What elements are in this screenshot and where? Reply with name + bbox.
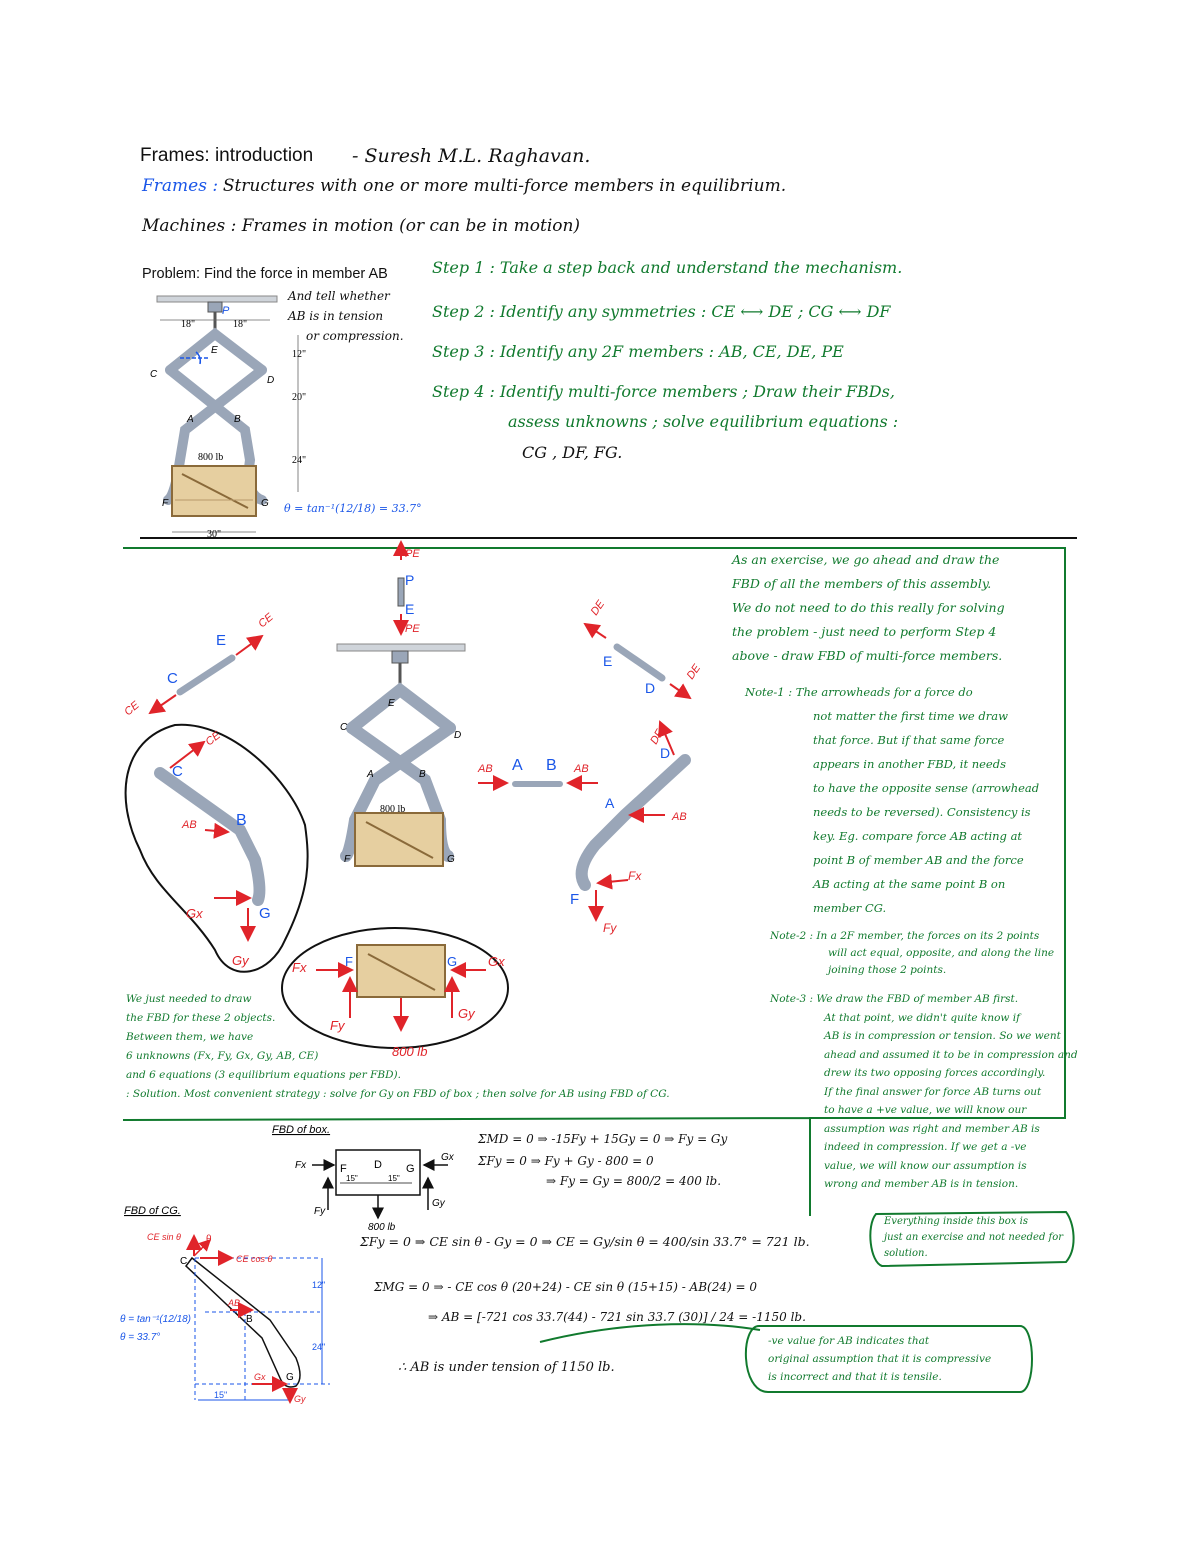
ab-label: AB (478, 763, 493, 775)
strategy-note-line: : Solution. Most convenient strategy : solve for Gy on FBD of box ; then solve for AB using FBD of CG. (126, 1088, 670, 1100)
cg-label: G (259, 905, 271, 922)
de-label: DE (684, 662, 704, 682)
note-3-line: If the final answer for force AB turns out (824, 1085, 1042, 1098)
fbd-box-label: D (374, 1159, 382, 1171)
ce-label: CE (122, 699, 142, 719)
note-2-line: will act equal, opposite, and along the line (828, 947, 1055, 959)
fbd-cg-label: C (180, 1256, 188, 1267)
de-label: E (603, 653, 613, 669)
note-1-line: needs to be reversed). Consistency is (813, 805, 1031, 819)
problem-note-line: AB is in tension (288, 309, 384, 323)
box-label: F (345, 954, 353, 969)
step-4: Step 4 : Identify multi-force members ; Draw their FBDs, (432, 382, 895, 401)
note-1-line: AB acting at the same point B on (813, 877, 1006, 891)
exercise-note-line: FBD of all the members of this assembly. (732, 576, 992, 591)
fbd-box-label: Fx (295, 1160, 307, 1171)
fbd-cg-label: Gx (254, 1372, 266, 1382)
conclusion: ∴ AB is under tension of 1150 lb. (398, 1360, 615, 1375)
note-3-line: assumption was right and member AB is (824, 1122, 1040, 1135)
step-2: Step 2 : Identify any symmetries : CE ⟷ DE ; CG ⟷ DF (432, 302, 891, 321)
cg-label: B (236, 812, 247, 829)
fig-point: P (222, 305, 230, 317)
fbd-box-label: Gy (432, 1198, 445, 1209)
pe-label: E (405, 601, 415, 617)
ce-label: C (167, 670, 178, 687)
fig-dim: 24" (292, 455, 307, 466)
note-3-line: At that point, we didn't quite know if (824, 1011, 1020, 1024)
fbd-cg-theta: θ = 33.7° (120, 1332, 161, 1343)
box-eq-3: ⇒ Fy = Gy = 800/2 = 400 lb. (546, 1174, 722, 1188)
problem-note-line: or compression. (306, 329, 404, 343)
fbd-cg-label: CE sin θ (147, 1232, 181, 1242)
author: - Suresh M.L. Raghavan. (352, 145, 591, 167)
fbd-box-label: Gx (441, 1152, 454, 1163)
problem-figure (157, 296, 298, 532)
fig-dim: 18" (233, 319, 248, 330)
note-1-line: key. Eg. compare force AB acting at (813, 829, 1023, 843)
fbd-cg-label: 15" (214, 1390, 228, 1400)
exercise-note-line: We do not need to do this really for solving (732, 600, 1005, 615)
fig-point: F (162, 498, 169, 509)
note-3-line: ahead and assumed it to be in compression and (824, 1048, 1078, 1061)
note-1-line: point B of member AB and the force (813, 853, 1024, 867)
pe-label: P (405, 572, 415, 588)
note-1-line: appears in another FBD, it needs (813, 757, 1006, 771)
fbd-box-label: Fy (314, 1206, 326, 1217)
fbd-cg-label: 12" (312, 1280, 326, 1290)
fig-point: C (150, 369, 158, 380)
exercise-note-line: As an exercise, we go ahead and draw the (732, 552, 1000, 567)
df-label: DF (648, 727, 666, 747)
fig-dim: 30" (207, 529, 222, 540)
frames-text: Structures with one or more multi-force members in equilibrium. (222, 176, 787, 196)
fbd-cg-label: AB (228, 1298, 241, 1308)
cg-label: C (172, 763, 183, 780)
fbd-cg-label: B (246, 1314, 253, 1325)
fbd-de (585, 624, 690, 698)
box-label: 800 lb (392, 1044, 428, 1059)
note-1-line: not matter the first time we draw (813, 709, 1008, 723)
box-label: Fx (292, 960, 307, 975)
ce-label: E (216, 632, 227, 649)
center-point: B (419, 769, 426, 780)
fig-point: D (267, 375, 275, 386)
strategy-note-line: Between them, we have (126, 1031, 254, 1043)
fig-weight: 800 lb (198, 452, 224, 463)
ce-label: CE (256, 611, 276, 631)
center-point: A (367, 769, 374, 780)
theta-formula: θ = tan⁻¹(12/18) = 33.7° (284, 502, 422, 515)
step-4-members: CG , DF, FG. (522, 443, 623, 462)
box-note (884, 1214, 1063, 1262)
cg-eq-2: ΣMG = 0 ⇒ - CE cos θ (20+24) - CE sin θ (15+15) - AB(24) = 0 (374, 1280, 757, 1294)
callout-line: -ve value for AB indicates that (768, 1335, 930, 1347)
cg-eq-1: ΣFy = 0 ⇒ CE sin θ - Gy = 0 ⇒ CE = Gy/sin θ = 400/sin 33.7° = 721 lb. (360, 1234, 810, 1249)
center-weight: 800 lb (380, 804, 406, 815)
note-1-line: member CG. (813, 901, 887, 915)
note-1 (745, 680, 1039, 920)
note-3-line: Note-3 : We draw the FBD of member AB first. (770, 993, 1019, 1005)
center-point: E (388, 698, 395, 709)
step-4-cont: assess unknowns ; solve equilibrium equations : (508, 412, 899, 431)
box-label: G (447, 954, 458, 969)
box-note-line: just an exercise and not needed for (884, 1232, 1064, 1243)
fbd-box-label: 800 lb (368, 1222, 396, 1233)
box-note-line: Everything inside this box is (884, 1216, 1028, 1227)
note-1-line: to have the opposite sense (arrowhead (813, 781, 1040, 795)
fig-point: A (187, 414, 194, 425)
callout-line: is incorrect and that it is tensile. (768, 1371, 942, 1383)
fbd-box-label: F (340, 1163, 347, 1175)
fig-dim: 12" (292, 349, 307, 360)
fig-dim: 18" (181, 319, 196, 330)
exercise-note-line: above - draw FBD of multi-force members. (732, 648, 1003, 663)
box-note-line: solution. (884, 1248, 928, 1259)
center-point: C (340, 722, 348, 733)
exercise-note (732, 548, 1005, 668)
frames-term: Frames : (142, 176, 219, 196)
fbd-ab (478, 783, 598, 784)
fbd-box-label: 15" (346, 1174, 358, 1183)
step-1: Step 1 : Take a step back and understand the mechanism. (432, 258, 903, 277)
strategy-note-line: We just needed to draw (126, 993, 252, 1005)
fig-dim: 20" (292, 392, 307, 403)
fbd-box-label: 15" (388, 1174, 400, 1183)
cg-label: AB (182, 819, 197, 831)
callout-pointer (540, 1324, 760, 1342)
note-3-line: indeed in compression. If we get a -ve (824, 1141, 1027, 1153)
box-eq-1: ΣMD = 0 ⇒ -15Fy + 15Gy = 0 ⇒ Fy = Gy (478, 1132, 728, 1146)
cg-eq-3: ⇒ AB = [-721 cos 33.7(44) - 721 sin 33.7 (30)] / 24 = -1150 lb. (428, 1310, 806, 1324)
note-2-line: Note-2 : In a 2F member, the forces on its 2 points (770, 930, 1040, 942)
fbd-cg-label: θ (206, 1234, 212, 1245)
note-3-line: AB is in compression or tension. So we went (824, 1030, 1061, 1042)
strategy-note (126, 990, 670, 1104)
exercise-note-line: the problem - just need to perform Step 4 (732, 624, 997, 639)
note-1-line: that force. But if that same force (813, 733, 1005, 747)
cg-label: CE (203, 729, 223, 749)
callout-line: original assumption that it is compressive (768, 1353, 992, 1365)
center-point: D (454, 730, 462, 741)
center-point: F (344, 854, 351, 865)
fbd-box-title: FBD of box. (272, 1124, 331, 1136)
box-label: Gx (488, 954, 505, 969)
de-label: DE (588, 598, 608, 618)
de-label: D (645, 680, 656, 696)
df-label: A (605, 795, 615, 811)
df-label: F (570, 891, 580, 908)
box-eq-2: ΣFy = 0 ⇒ Fy + Gy - 800 = 0 (478, 1154, 654, 1168)
fbd-cg-label: Gy (294, 1394, 306, 1404)
center-point: G (447, 854, 455, 865)
df-label: Fx (628, 869, 642, 883)
fig-point: E (211, 345, 218, 356)
pe-label: PE (405, 623, 420, 635)
box-label: Gy (458, 1006, 475, 1021)
cg-label: Gx (186, 906, 203, 921)
strategy-note-line: and 6 equations (3 equilibrium equations per FBD). (126, 1069, 401, 1081)
fbd-pe (398, 542, 404, 634)
note-3 (770, 990, 1078, 1194)
strategy-note-line: 6 unknowns (Fx, Fy, Gx, Gy, AB, CE) (126, 1050, 319, 1062)
note-1-line: Note-1 : The arrowheads for a force do (745, 685, 973, 699)
note-3-line: drew its two opposing forces accordingly. (824, 1067, 1046, 1079)
note-2-line: joining those 2 points. (828, 964, 947, 976)
ab-label: A (512, 757, 523, 774)
fbd-cg-label: 24" (312, 1342, 326, 1352)
pe-label: PE (405, 548, 420, 560)
fbd-cg-theta: θ = tan⁻¹(12/18) (120, 1314, 192, 1325)
note-2 (770, 928, 1054, 979)
callout-text (768, 1332, 991, 1386)
fbd-cg-title: FBD of CG. (124, 1205, 181, 1217)
note-3-line: value, we will know our assumption is (824, 1159, 1027, 1172)
problem-statement: Problem: Find the force in member AB (142, 266, 388, 282)
fig-point: G (261, 498, 269, 509)
page-title: Frames: introduction (140, 145, 314, 166)
strategy-note-line: the FBD for these 2 objects. (126, 1012, 276, 1024)
note-3-line: to have a +ve value, we will know our (824, 1104, 1027, 1116)
cg-label: Gy (232, 953, 249, 968)
cg-circle (126, 725, 308, 972)
df-label: Fy (603, 921, 617, 935)
step-3: Step 3 : Identify any 2F members : AB, CE, DE, PE (432, 342, 844, 361)
ab-label: B (546, 757, 557, 774)
ab-label: AB (574, 763, 589, 775)
df-label: AB (672, 811, 687, 823)
fbd-cg-label: G (286, 1372, 294, 1383)
problem-note-line: And tell whether (288, 289, 390, 303)
center-figure (337, 644, 465, 866)
fbd-box-label: G (406, 1163, 415, 1175)
df-label: D (660, 745, 671, 761)
fbd-cg-label: CE cos θ (236, 1254, 273, 1264)
note-3-line: wrong and member AB is in tension. (824, 1178, 1019, 1190)
fig-point: B (234, 414, 241, 425)
box-label: Fy (330, 1018, 345, 1033)
machines-definition: Machines : Frames in motion (or can be in motion) (142, 216, 581, 236)
